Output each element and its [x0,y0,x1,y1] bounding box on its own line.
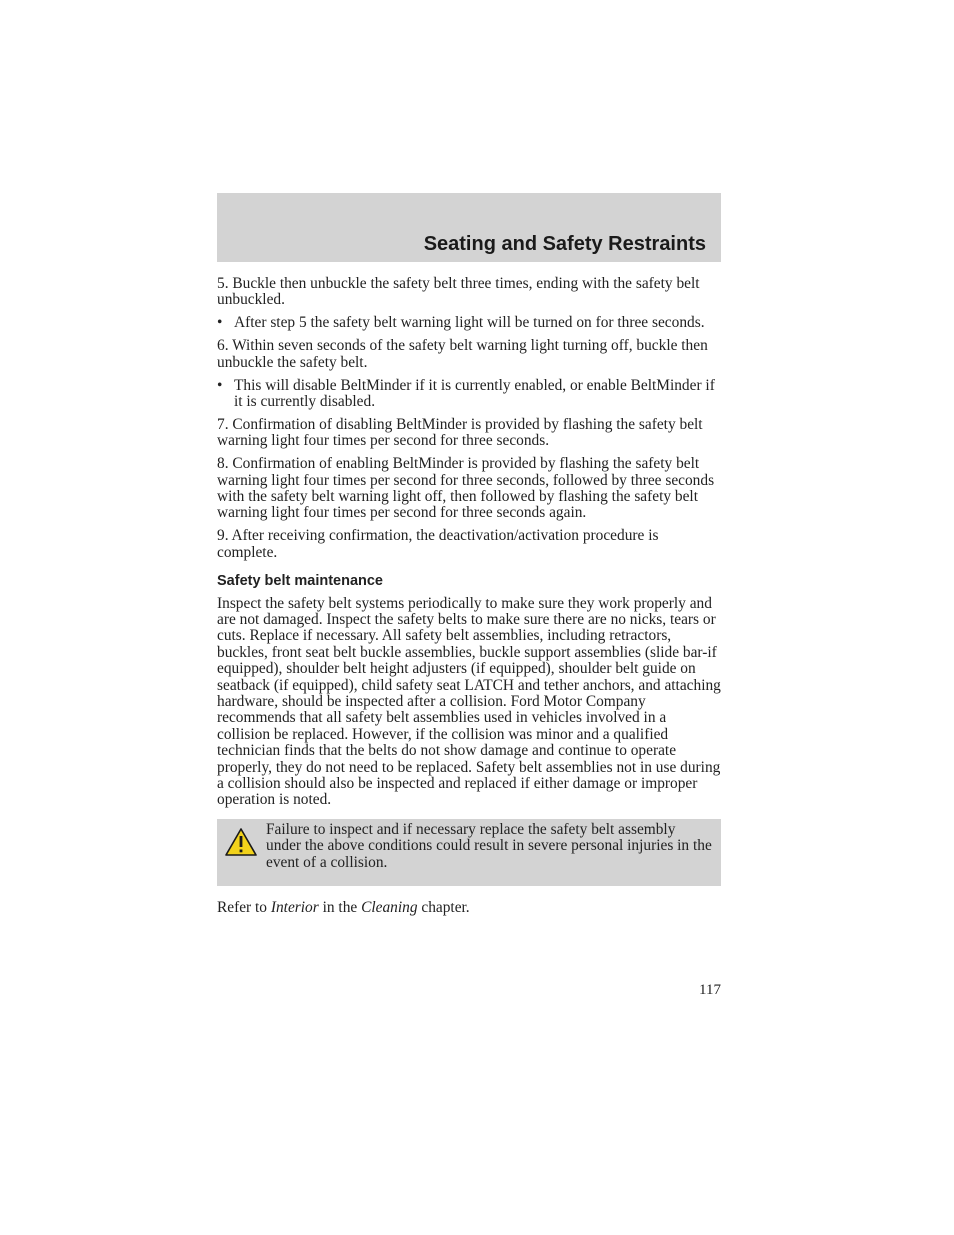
refer-suffix: chapter. [417,898,470,916]
bullet-step-6 [217,378,721,411]
page-number: 117 [699,982,721,998]
bullet-text: This will disable BeltMinder if it is currently enabled, or enable BeltMinder if it is currently disabled. [234,376,715,410]
maintenance-heading: Safety belt maintenance [217,573,383,590]
page-content [217,276,721,922]
bullet-dot: • [217,314,223,332]
refer-prefix: Refer to [217,898,271,916]
bullet-text: After step 5 the safety belt warning light will be turned on for three seconds. [234,314,705,332]
bullet-dot: • [217,376,223,394]
step-7: 7. Confirmation of disabling BeltMinder is provided by flashing the safety belt warning light four times per second for three seconds. [217,415,703,450]
section-title: Seating and Safety Restraints [423,233,706,255]
warning-triangle-icon [224,827,258,857]
warning-text: Failure to inspect and if necessary replace the safety belt assembly under the above conditions could result in severe personal injuries in the event of a collision. [266,820,712,871]
step-8: 8. Confirmation of enabling BeltMinder is provided by flashing the safety belt warning light four times per second for three seconds, followed by three seconds with the safety belt warning light off, then followed by flashing the safety belt warning light four times per second for three seconds again. [217,455,715,522]
step-5: 5. Buckle then unbuckle the safety belt three times, ending with the safety belt unbuckled. [217,275,700,309]
warning-box [217,819,721,886]
refer-term-cleaning: Cleaning [361,898,418,916]
refer-line [217,900,721,916]
refer-middle: in the [318,898,362,916]
bullet-step-5 [217,315,721,331]
step-6: 6. Within seven seconds of the safety belt warning light turning off, buckle then unbuckle the safety belt. [217,337,708,371]
step-9: 9. After receiving confirmation, the deactivation/activation procedure is complete. [217,527,659,561]
refer-term-interior: Interior [270,898,319,916]
section-header-band [217,193,721,262]
maintenance-body: Inspect the safety belt systems periodically to make sure they work properly and are not damaged. Inspect the safety belts to make sure there are no nicks, tears or cuts. Replace if necessary. All safety belt assemblies, including retractors, buckles, front seat belt buckle assemblies, buckle support assemblies (slide bar-if equipped), shoulder belt height adjusters (if equipped), shoulder belt guide on seatback (if equipped), child safety seat LATCH and tether anchors, and attaching hardware, should be inspected after a collision. Ford Motor Company recommends that all safety belt assemblies used in vehicles involved in a collision be replaced. However, if the collision was minor and a qualified technician finds that the belts do not show damage and continue to operate properly, they do not need to be replaced. Safety belt assemblies not in use during a collision should also be inspected and replaced if either damage or improper operation is noted. [217,594,721,809]
